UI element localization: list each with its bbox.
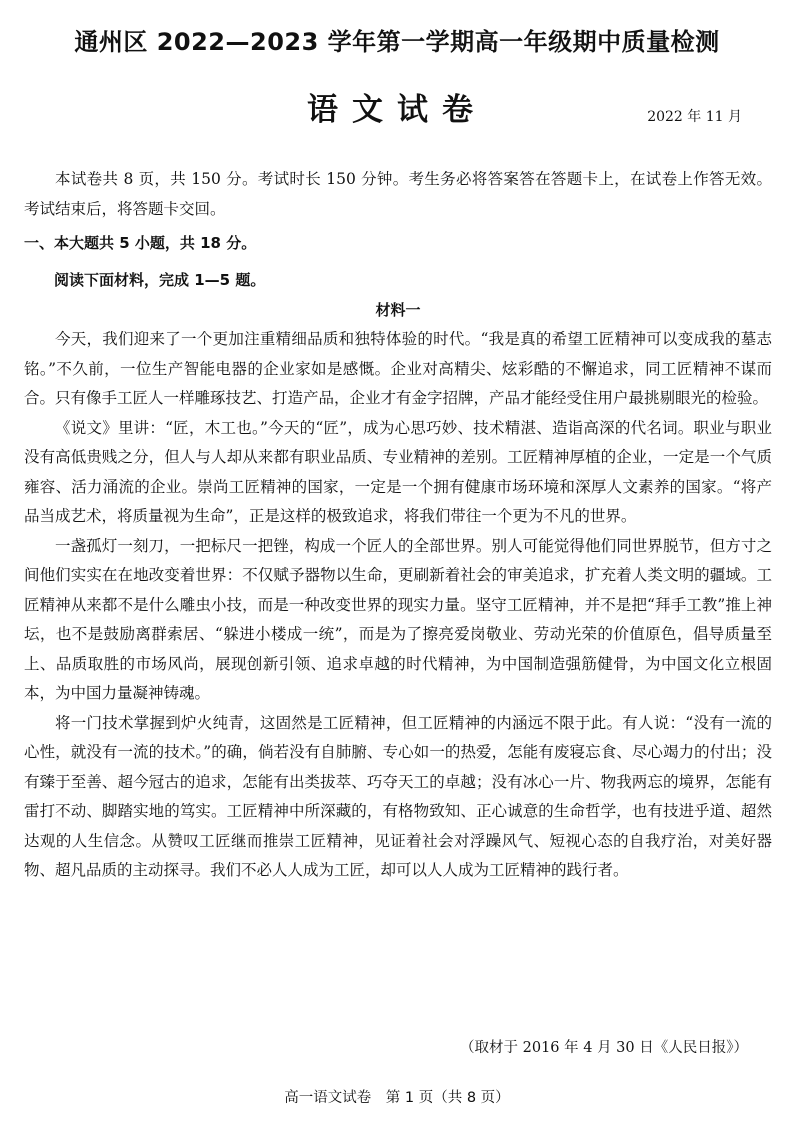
section-block bbox=[24, 229, 772, 295]
source-block bbox=[24, 1034, 772, 1064]
paragraph-1: 今天，我们迎来了一个更加注重精细品质和独特体验的时代。“我是真的希望工匠精神可以变成我的墓志铭。”不久前，一位生产智能电器的企业家如是感慨。企业对高精尖、炫彩酷的不懈追求，同工匠精神不谋而合。只有像手工匠人一样雕琢技艺、打造产品，企业才有金字招牌，产品才能经受住用户最挑剔眼光的检验。 bbox=[24, 330, 772, 407]
intro-text: 本试卷共 8 页，共 150 分。考试时长 150 分钟。考生务必将答案答在答题卡上，在试卷上作答无效。考试结束后，将答题卡交回。 bbox=[24, 170, 772, 218]
section-instruction: 阅读下面材料，完成 1—5 题。 bbox=[54, 270, 266, 289]
section-heading: 一、本大题共 5 小题，共 18 分。 bbox=[24, 234, 257, 252]
material-title: 材料一 bbox=[375, 301, 421, 319]
intro-block bbox=[24, 165, 772, 224]
material-block bbox=[24, 296, 772, 326]
exam-title: 通州区 2022—2023 学年第一学期高一年级期中质量检测 bbox=[74, 28, 720, 56]
subject-title: 语文试卷 bbox=[307, 92, 487, 128]
source-citation: （取材于 2016 年 4 月 30 日《人民日报》） bbox=[460, 1040, 748, 1056]
page-footer: 高一语文试卷 第 1 页（共 8 页） bbox=[284, 1090, 510, 1106]
paragraph-3: 一盏孤灯一刻刀，一把标尺一把锉，构成一个匠人的全部世界。别人可能觉得他们同世界脱节，但方寸之间他们实实在在地改变着世界：不仅赋予器物以生命，更刷新着社会的审美追求，扩充着人类文明的疆域。工匠精神从来都不是什么雕虫小技，而是一种改变世界的现实力量。坚守工匠精神，并不是把“拜手工教”推上神坛，也不是鼓励离群索居、“躲进小楼成一统”，而是为了擦亮爱岗敬业、劳动光荣的价值原色，倡导质量至上、品质取胜的市场风尚，展现创新引领、追求卓越的时代精神，为中国制造强筋健骨，为中国文化立根固本，为中国力量凝神铸魂。 bbox=[24, 536, 772, 702]
article-body bbox=[24, 325, 772, 886]
paragraph-2: 《说文》里讲：“匠，木工也。”今天的“匠”，成为心思巧妙、技术精湛、造诣高深的代名词。职业与职业没有高低贵贱之分，但人与人却从来都有职业品质、专业精神的差别。工匠精神厚植的企业，一定是一个气质雍容、活力涌流的企业。崇尚工匠精神的国家，一定是一个拥有健康市场环境和深厚人文素养的国家。“将产品当成艺术，将质量视为生命”，正是这样的极致追求，将我们带往一个更为不凡的世界。 bbox=[24, 418, 772, 525]
paragraph-4: 将一门技术掌握到炉火纯青，这固然是工匠精神，但工匠精神的内涵远不限于此。有人说：“没有一流的心性，就没有一流的技术。”的确，倘若没有自肺腑、专心如一的热爱，怎能有废寝忘食、尽心竭力的付出；没有臻于至善、超今冠古的追求，怎能有出类拔萃、巧夺天工的卓越；没有冰心一片、物我两忘的境界，怎能有雷打不动、脚踏实地的笃实。工匠精神中所深藏的，有格物致知、正心诚意的生命哲学，也有技进乎道、超然达观的人生信念。从赞叹工匠继而推崇工匠精神，见证着社会对浮躁风气、短视心态的自我疗治，对美好器物、超凡品质的主动探寻。我们不必人人成为工匠，却可以人人成为工匠精神的践行者。 bbox=[24, 713, 772, 879]
exam-date: 2022 年 11 月 bbox=[647, 109, 742, 125]
